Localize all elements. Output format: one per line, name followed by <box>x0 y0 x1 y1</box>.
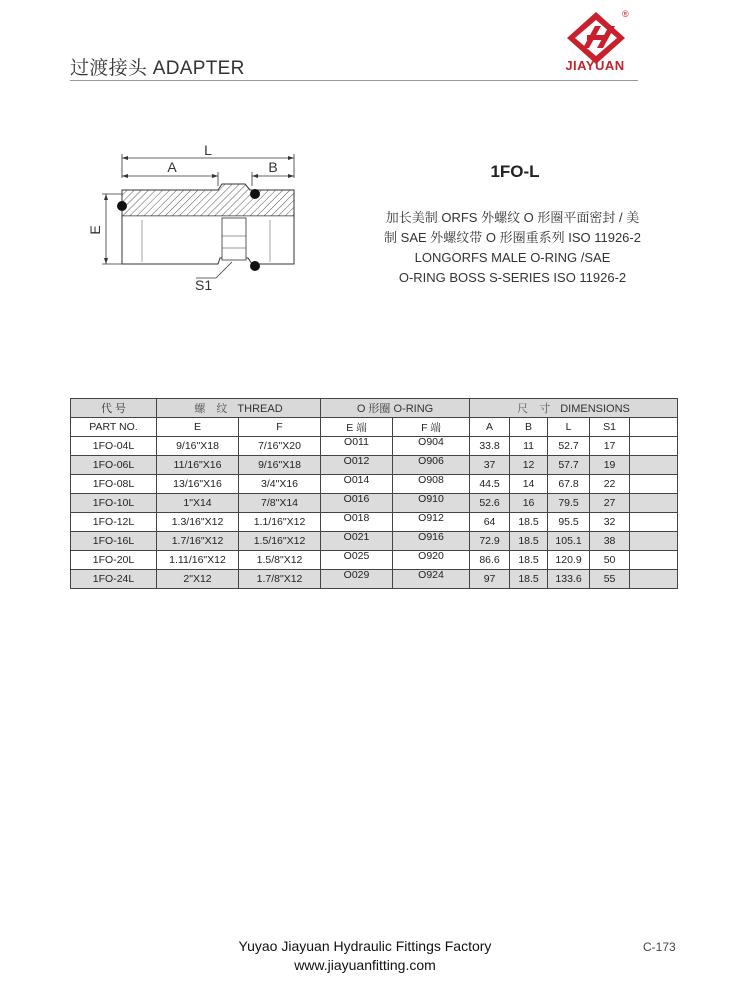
desc-line: 制 SAE 外螺纹带 O 形圈重系列 ISO 11926-2 <box>384 230 641 245</box>
cell-f: 3/4"X16 <box>239 475 321 494</box>
cell-part: 1FO-06L <box>71 456 157 475</box>
dim-label-b: B <box>268 159 278 175</box>
cell-e: 1.3/16"X12 <box>157 513 239 532</box>
cell-of: O910 <box>393 494 470 513</box>
cell-e: 9/16"X18 <box>157 437 239 456</box>
desc-line: O-RING BOSS S-SERIES ISO 11926-2 <box>398 270 627 285</box>
table-row <box>71 551 678 570</box>
col-header: E <box>157 418 239 437</box>
cell-a: 44.5 <box>470 475 510 494</box>
cell-f: 1.7/8"X12 <box>239 570 321 589</box>
cell-b: 18.5 <box>510 551 548 570</box>
cell-of: O906 <box>393 456 470 475</box>
cell-b: 11 <box>510 437 548 456</box>
cell-b: 18.5 <box>510 532 548 551</box>
group-oring: O 形圈 O-RING <box>321 399 470 418</box>
cell-b: 14 <box>510 475 548 494</box>
cell-e: 1"X14 <box>157 494 239 513</box>
cell-s1: 55 <box>590 570 630 589</box>
cell-a: 64 <box>470 513 510 532</box>
cell-oe: O025 <box>321 551 393 570</box>
cell-f: 1.5/16"X12 <box>239 532 321 551</box>
cell-blank <box>630 494 678 513</box>
cell-oe: O011 <box>321 437 393 456</box>
col-header-blank <box>630 418 678 437</box>
table-row <box>71 494 678 513</box>
cell-of: O904 <box>393 437 470 456</box>
table-row <box>71 570 678 589</box>
cell-l: 120.9 <box>548 551 590 570</box>
col-header: L <box>548 418 590 437</box>
cell-s1: 32 <box>590 513 630 532</box>
cell-s1: 50 <box>590 551 630 570</box>
cell-s1: 17 <box>590 437 630 456</box>
cell-blank <box>630 513 678 532</box>
cell-e: 1.11/16"X12 <box>157 551 239 570</box>
cell-l: 79.5 <box>548 494 590 513</box>
cell-e: 13/16"X16 <box>157 475 239 494</box>
cell-of: O920 <box>393 551 470 570</box>
cell-oe: O018 <box>321 513 393 532</box>
footer-company: Yuyao Jiayuan Hydraulic Fittings Factory <box>238 938 492 954</box>
cell-b: 12 <box>510 456 548 475</box>
cell-a: 52.6 <box>470 494 510 513</box>
adapter-drawing <box>80 138 320 298</box>
cell-b: 18.5 <box>510 513 548 532</box>
header-divider <box>70 80 638 81</box>
cell-oe: O012 <box>321 456 393 475</box>
product-model: 1FO-L <box>490 162 540 181</box>
desc-line: LONGORFS MALE O-RING /SAE <box>414 250 611 265</box>
cell-of: O924 <box>393 570 470 589</box>
cell-part: 1FO-04L <box>71 437 157 456</box>
cell-part: 1FO-12L <box>71 513 157 532</box>
dim-label-a: A <box>167 159 177 175</box>
table-group-header <box>71 399 678 418</box>
cell-e: 2"X12 <box>157 570 239 589</box>
cell-of: O916 <box>393 532 470 551</box>
cell-part: 1FO-20L <box>71 551 157 570</box>
table-row <box>71 475 678 494</box>
group-part: 代 号 <box>71 399 157 418</box>
registered-mark: ® <box>622 9 629 19</box>
table-row <box>71 532 678 551</box>
group-thread: 螺 纹 THREAD <box>157 399 321 418</box>
col-header: A <box>470 418 510 437</box>
cell-oe: O014 <box>321 475 393 494</box>
cell-s1: 38 <box>590 532 630 551</box>
cell-blank <box>630 475 678 494</box>
brand-name: JIAYUAN <box>565 58 625 73</box>
table-row <box>71 513 678 532</box>
cell-part: 1FO-16L <box>71 532 157 551</box>
cell-blank <box>630 570 678 589</box>
cell-f: 1.1/16"X12 <box>239 513 321 532</box>
cell-oe: O016 <box>321 494 393 513</box>
cell-b: 18.5 <box>510 570 548 589</box>
cell-oe: O021 <box>321 532 393 551</box>
table-row <box>71 437 678 456</box>
col-header: S1 <box>590 418 630 437</box>
cell-a: 97 <box>470 570 510 589</box>
cell-l: 105.1 <box>548 532 590 551</box>
cell-blank <box>630 437 678 456</box>
desc-line: 加长美制 ORFS 外螺纹 O 形圈平面密封 / 美 <box>385 210 640 225</box>
cell-s1: 27 <box>590 494 630 513</box>
col-header: F <box>239 418 321 437</box>
cell-blank <box>630 551 678 570</box>
cell-a: 37 <box>470 456 510 475</box>
cell-b: 16 <box>510 494 548 513</box>
product-description <box>340 208 685 288</box>
cell-l: 133.6 <box>548 570 590 589</box>
col-header: F 端 <box>393 418 470 437</box>
cell-l: 95.5 <box>548 513 590 532</box>
cell-a: 72.9 <box>470 532 510 551</box>
footer-website: www.jiayuanfitting.com <box>294 957 436 973</box>
cell-a: 33.8 <box>470 437 510 456</box>
cell-of: O912 <box>393 513 470 532</box>
cell-f: 7/16"X20 <box>239 437 321 456</box>
col-header: B <box>510 418 548 437</box>
cell-oe: O029 <box>321 570 393 589</box>
cell-f: 9/16"X18 <box>239 456 321 475</box>
table-row <box>71 456 678 475</box>
cell-blank <box>630 456 678 475</box>
group-dimensions: 尺 寸 DIMENSIONS <box>470 399 678 418</box>
dim-label-e: E <box>87 225 103 235</box>
col-header: PART NO. <box>71 418 157 437</box>
dim-label-l: L <box>204 142 212 158</box>
cell-f: 1.5/8"X12 <box>239 551 321 570</box>
cell-blank <box>630 532 678 551</box>
cell-part: 1FO-24L <box>71 570 157 589</box>
col-header: E 端 <box>321 418 393 437</box>
cell-e: 11/16"X16 <box>157 456 239 475</box>
table-column-header <box>71 418 678 437</box>
cell-part: 1FO-10L <box>71 494 157 513</box>
cell-a: 86.6 <box>470 551 510 570</box>
spec-table <box>70 398 678 589</box>
cell-s1: 22 <box>590 475 630 494</box>
cell-l: 67.8 <box>548 475 590 494</box>
cell-of: O908 <box>393 475 470 494</box>
cell-l: 57.7 <box>548 456 590 475</box>
page-title: 过渡接头 ADAPTER <box>70 58 245 79</box>
cell-e: 1.7/16"X12 <box>157 532 239 551</box>
cell-l: 52.7 <box>548 437 590 456</box>
cell-part: 1FO-08L <box>71 475 157 494</box>
dim-label-s1: S1 <box>195 277 213 293</box>
cell-f: 7/8"X14 <box>239 494 321 513</box>
page-number: C-173 <box>643 940 676 954</box>
cell-s1: 19 <box>590 456 630 475</box>
